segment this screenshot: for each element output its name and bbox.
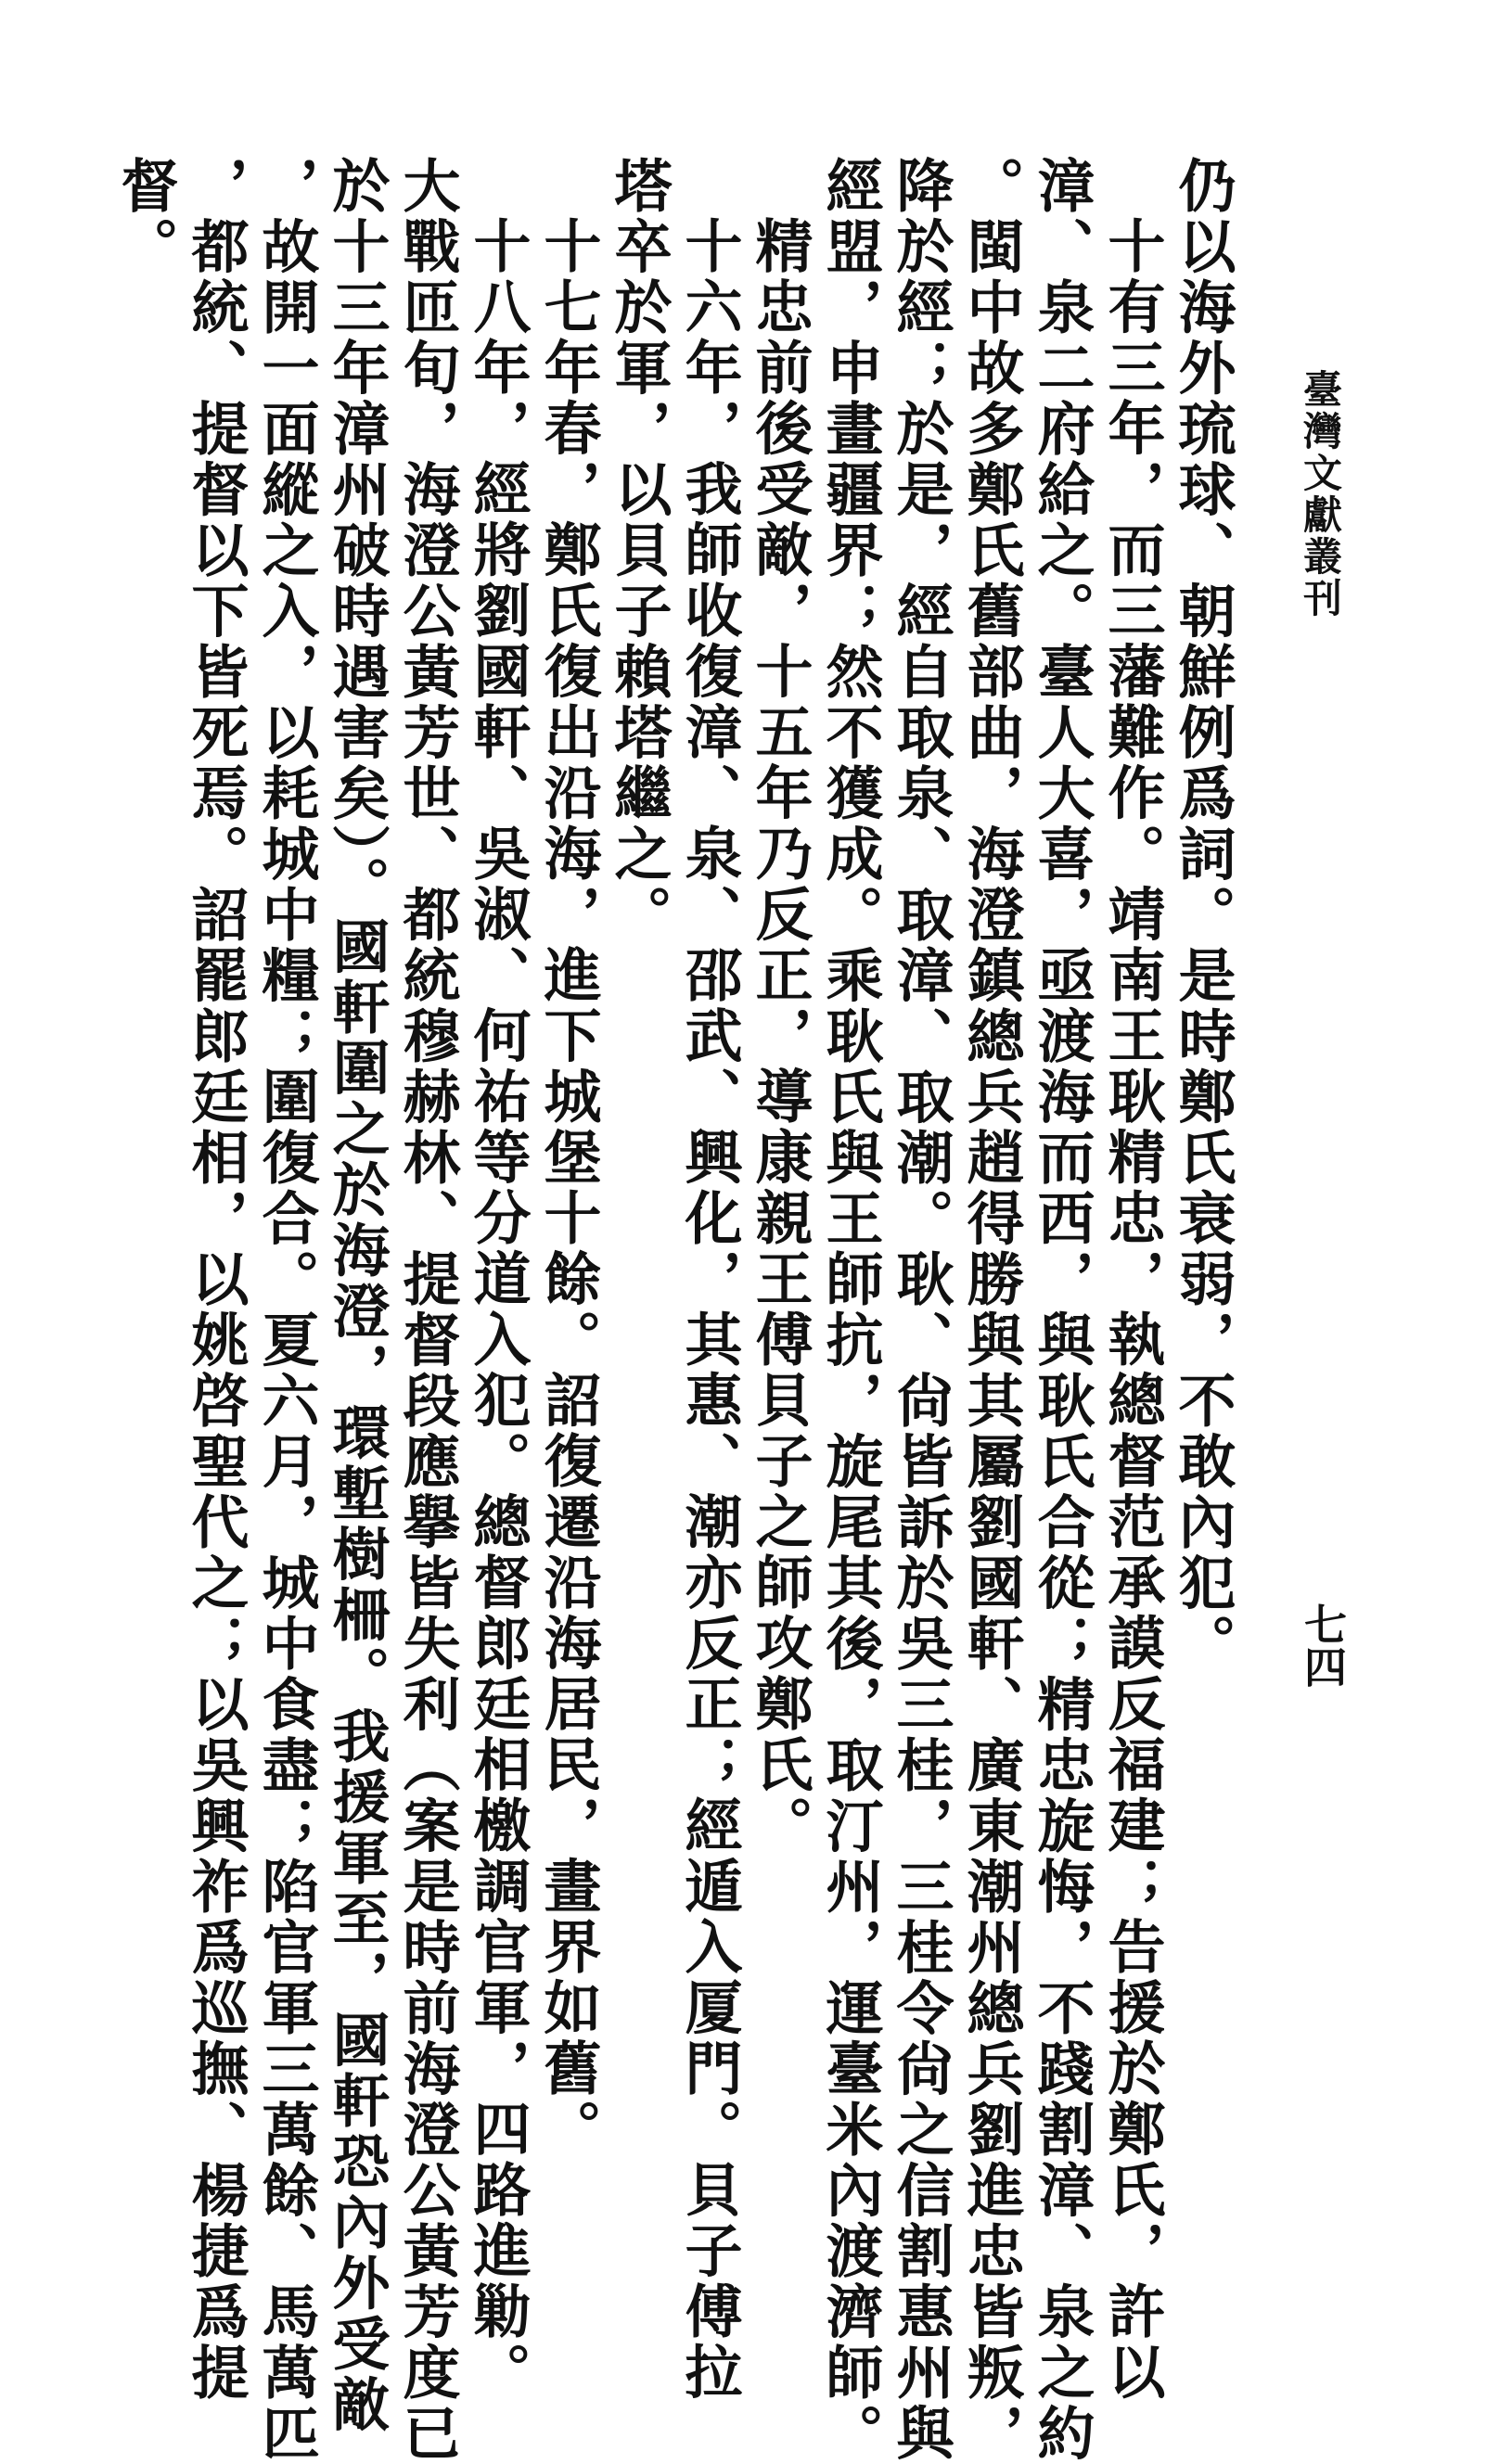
text-column: 十有三年，而三藩難作。靖南王耿精忠，執總督范承謨反福建；告援於鄭氏，許以 — [1098, 216, 1166, 2403]
text-column: 督。 — [111, 156, 179, 277]
text-column: 經盟，申畫疆界；然不獲成。乘耿氏與王師抗，旋尾其後，取汀州，運臺米內渡濟師。 — [816, 156, 884, 2464]
text-column: 十六年，我師收復漳、泉、邵武、興化，其惠、潮亦反正；經遁入厦門。貝子傅拉 — [675, 216, 743, 2403]
text-column: 漳、泉二府給之。臺人大喜，亟渡海而西，與耿氏合從；精忠旋悔，不踐割漳、泉之約 — [1028, 156, 1095, 2464]
text-column: ，故開一面縱之入，以耗城中糧；圍復合。夏六月，城中食盡；陷官軍三萬餘、馬萬匹 — [252, 156, 320, 2464]
text-column: 降於經；於是，經自取泉、取漳、取潮。耿、尙皆訴於吳三桂，三桂令尙之信割惠州與 — [887, 156, 954, 2464]
series-title: 臺灣文獻叢刊 — [1298, 369, 1343, 619]
text-column: ，都統、提督以下皆死焉。詔罷郎廷相，以姚啓聖代之；以吳興祚爲巡撫、楊捷爲提 — [182, 156, 250, 2404]
text-column: 十七年春，鄭氏復出沿海，進下城堡十餘。詔復遷沿海居民，畫界如舊。 — [534, 216, 602, 2160]
text-column: 精忠前後受敵，十五年乃反正，導康親王傅貝子之師攻鄭氏。 — [746, 216, 814, 1857]
text-column: 十八年，經將劉國軒、吳淑、何祐等分道入犯。總督郎廷相檄調官軍，四路進勦。 — [464, 216, 532, 2403]
text-block — [74, 156, 1236, 2464]
text-column: 塔卒於軍，以貝子賴塔繼之。 — [605, 156, 673, 946]
text-column: 於十三年漳州破時遇害矣）。國軒圍之於海澄，環塹樹柵。我援軍至，國軒恐內外受敵 — [323, 156, 391, 2435]
text-column: 仍以海外琉球、朝鮮例爲詞。是時鄭氏衰弱，不敢內犯。 — [1169, 156, 1236, 1675]
page-number: 七四 — [1298, 1602, 1348, 1688]
text-column: 大戰匝旬，海澄公黃芳世、都統穆赫林、提督段應擧皆失利（案是時前海澄公黃芳度已 — [393, 156, 461, 2464]
text-column: 。閩中故多鄭氏舊部曲，海澄鎮總兵趙得勝與其屬劉國軒、廣東潮州總兵劉進忠皆叛， — [957, 156, 1025, 2464]
